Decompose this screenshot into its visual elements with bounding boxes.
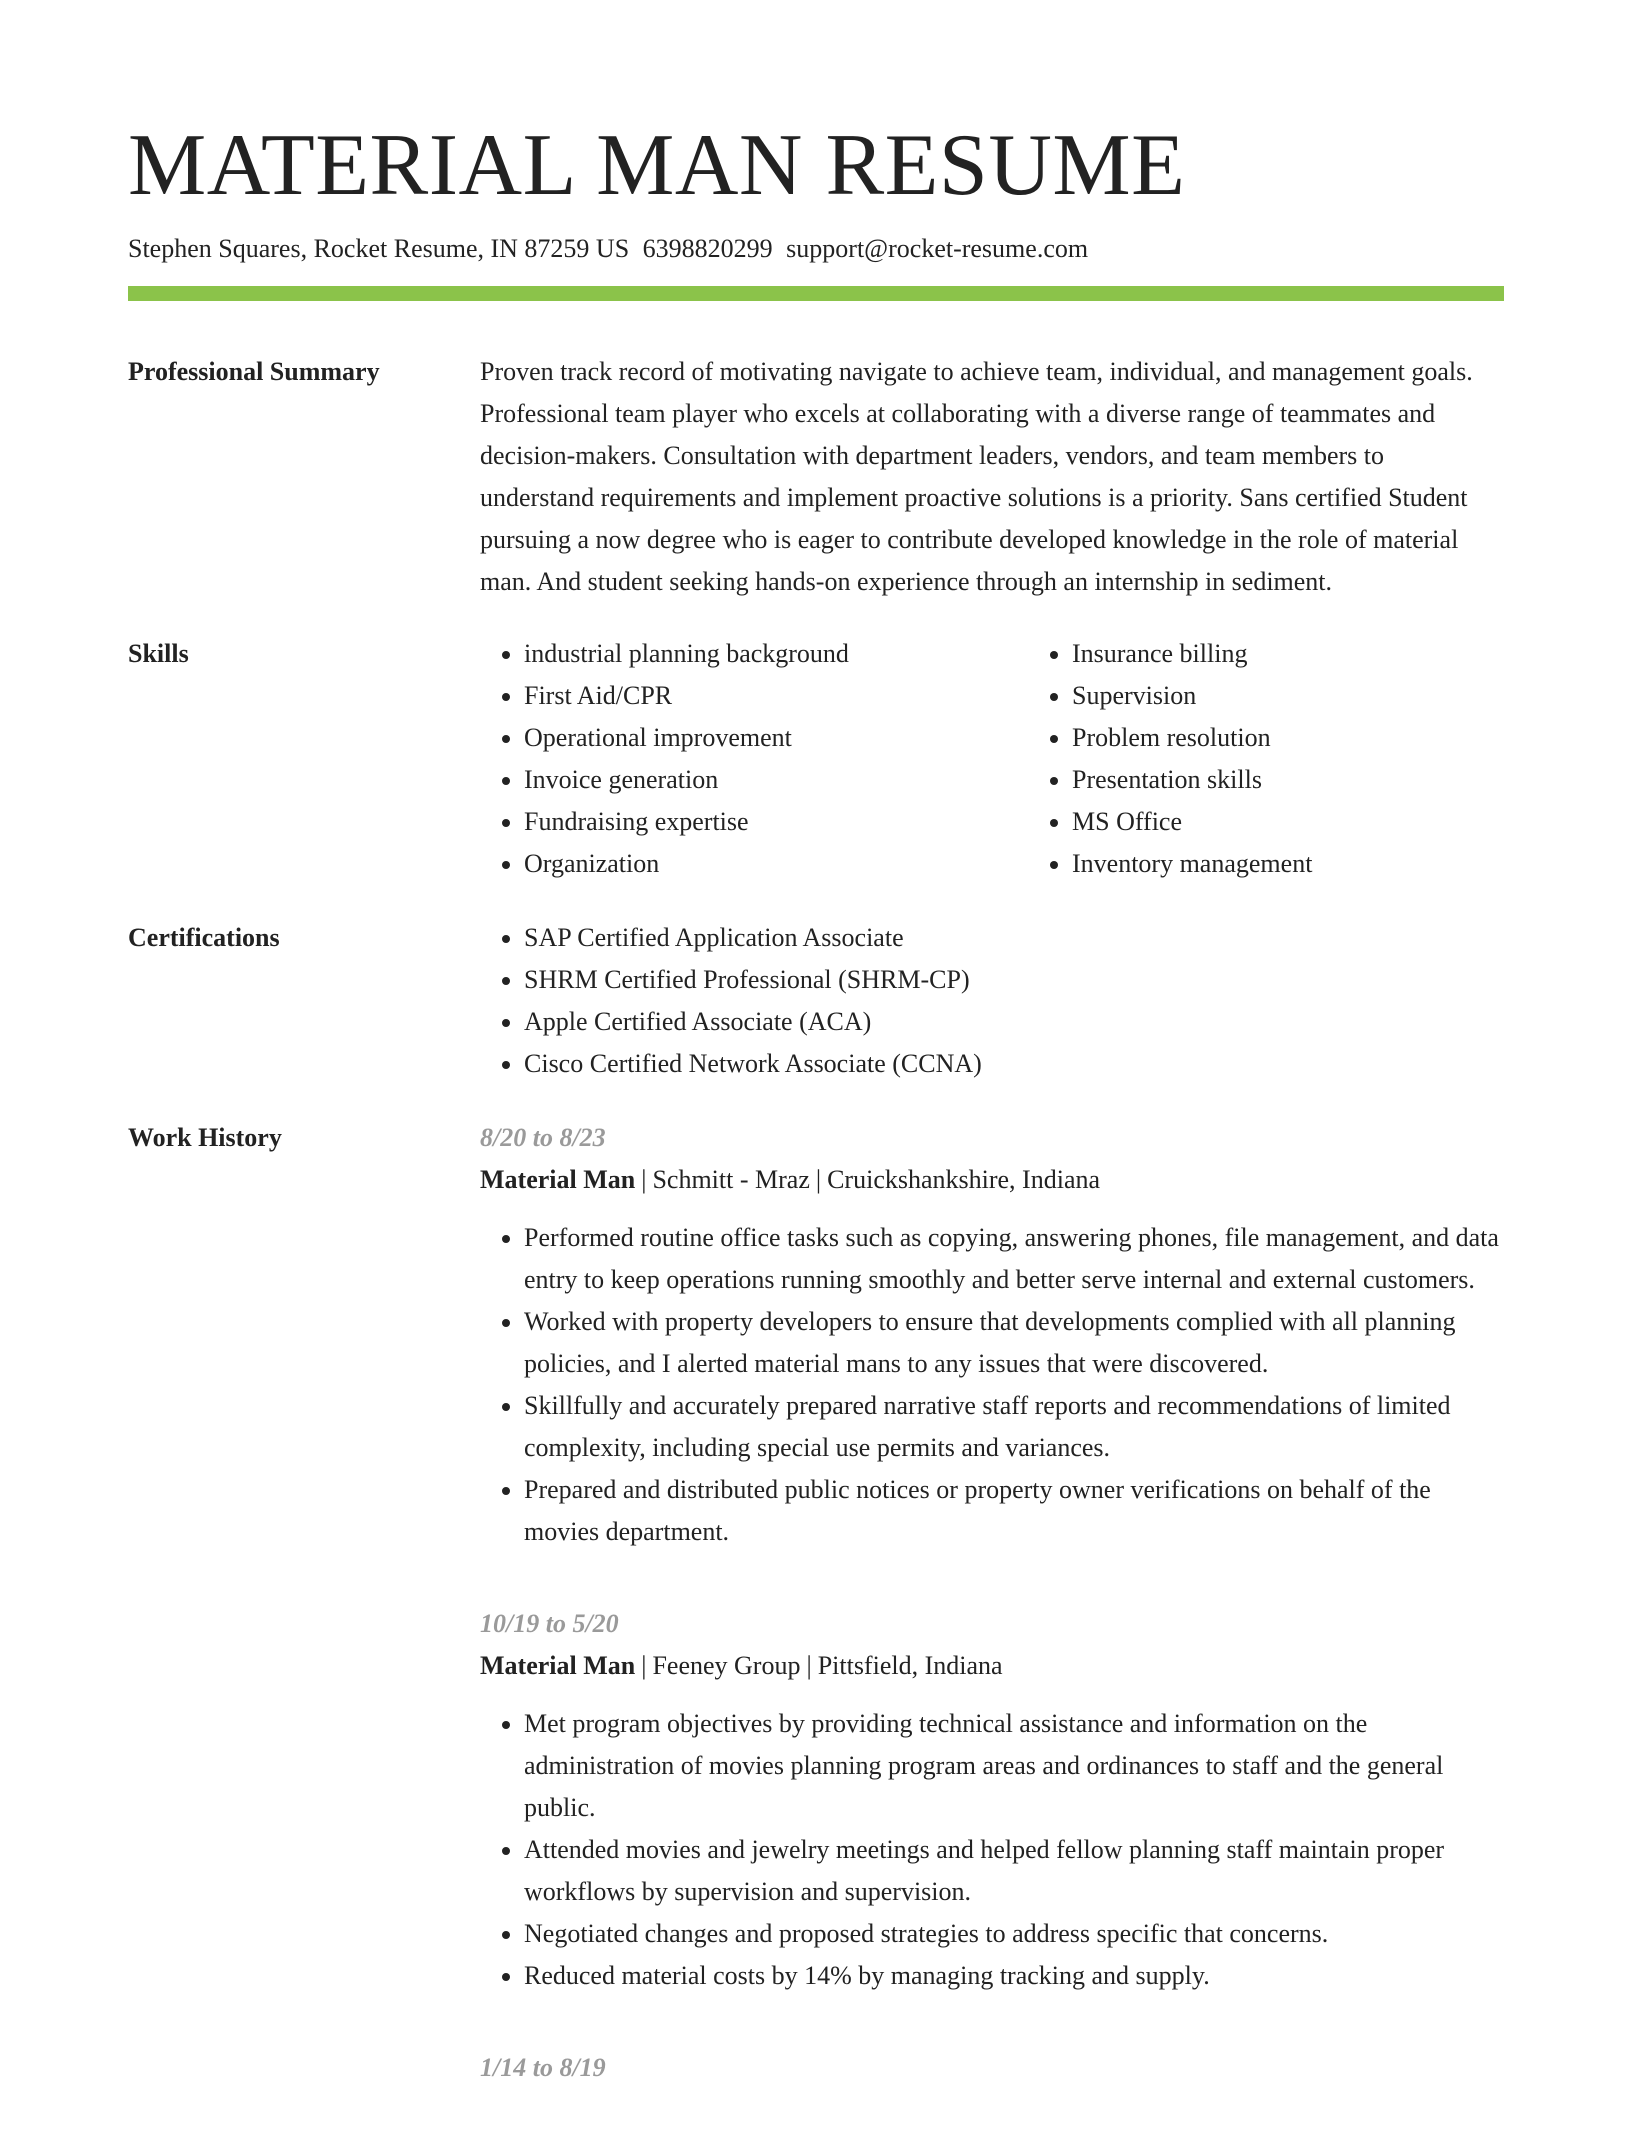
skill-item: • Presentation skills	[1072, 759, 1504, 801]
skill-item: • MS Office	[1072, 801, 1504, 843]
work-history-section	[128, 1117, 1504, 2139]
certification-item: • SAP Certified Application Associate	[524, 917, 1504, 959]
certifications-list	[480, 917, 1504, 1085]
contact-email: support@rocket-resume.com	[786, 234, 1089, 264]
job-bullet: • Worked with property developers to ensure that developments complied with all planning policies, and I alerted material mans to any issues that were discovered.	[524, 1301, 1504, 1385]
skill-item: • Supervision	[1072, 675, 1504, 717]
skills-list-left	[480, 633, 1028, 885]
contact-line	[128, 234, 1504, 264]
job-dates: 8/20 to 8/23	[480, 1123, 606, 1153]
job-bullet: • Skillfully and accurately prepared narrative staff reports and recommendations of limited complexity, including special use permits and variances.	[524, 1385, 1504, 1469]
certification-item: • Cisco Certified Network Associate (CCNA)	[524, 1043, 1504, 1085]
job-bullet: • Reduced material costs by 14% by managing tracking and supply.	[524, 1955, 1504, 1997]
certification-item: • Apple Certified Associate (ACA)	[524, 1001, 1504, 1043]
skill-item: • industrial planning background	[524, 633, 1028, 675]
header-divider	[128, 286, 1504, 301]
section-label-skills: Skills	[128, 639, 189, 669]
job-entry	[480, 1603, 1504, 1997]
job-entry	[480, 2047, 1504, 2089]
job-company: Schmitt - Mraz	[652, 1165, 810, 1195]
skill-item: • Fundraising expertise	[524, 801, 1028, 843]
certifications-section	[128, 917, 1504, 1085]
job-entry	[480, 1117, 1504, 1553]
job-separator: |	[641, 1651, 647, 1681]
skills-list-right	[1028, 633, 1504, 885]
job-title: Material Man	[480, 1651, 636, 1681]
contact-address: Stephen Squares, Rocket Resume, IN 87259 US	[128, 234, 630, 264]
certification-item: • SHRM Certified Professional (SHRM-CP)	[524, 959, 1504, 1001]
job-separator: |	[641, 1165, 647, 1195]
job-heading	[480, 1645, 1504, 1687]
section-label-work-history: Work History	[128, 1123, 282, 1153]
contact-phone: 6398820299	[642, 234, 773, 264]
skill-item: • Problem resolution	[1072, 717, 1504, 759]
section-label-certifications: Certifications	[128, 923, 280, 953]
job-bullets	[480, 1217, 1504, 1553]
job-bullets	[480, 1703, 1504, 1997]
skill-item: • Insurance billing	[1072, 633, 1504, 675]
job-location: Cruickshankshire, Indiana	[827, 1165, 1101, 1195]
summary-section	[128, 351, 1504, 603]
resume-page	[128, 117, 1504, 2139]
job-dates: 1/14 to 8/19	[480, 2053, 606, 2083]
job-separator: |	[815, 1165, 822, 1195]
job-bullet: • Attended movies and jewelry meetings and helped fellow planning staff maintain proper workflows by supervision and supervision.	[524, 1829, 1504, 1913]
job-heading	[480, 1159, 1504, 1201]
job-company: Feeney Group	[652, 1651, 801, 1681]
skill-item: • Operational improvement	[524, 717, 1028, 759]
job-separator: |	[806, 1651, 812, 1681]
skill-item: • First Aid/CPR	[524, 675, 1028, 717]
skills-section	[128, 633, 1504, 885]
section-label-summary: Professional Summary	[128, 357, 380, 387]
job-bullet: • Met program objectives by providing technical assistance and information on the administration of movies planning program areas and ordinances to staff and the general public.	[524, 1703, 1504, 1829]
resume-title: MATERIAL MAN RESUME	[128, 117, 1186, 214]
job-title: Material Man	[480, 1165, 636, 1195]
job-bullet: • Negotiated changes and proposed strategies to address specific that concerns.	[524, 1913, 1504, 1955]
job-bullet: • Prepared and distributed public notices or property owner verifications on behalf of the movies department.	[524, 1469, 1504, 1553]
summary-text: Proven track record of motivating navigate to achieve team, individual, and management goals. Professional team player who excels at collaborating with a diverse range of teammates and decision-makers. Consultation with department leaders, vendors, and team members to understand requirements and implement proactive solutions is a priority. Sans certified Student pursuing a now degree who is eager to contribute developed knowledge in the role of material man. And student seeking hands-on experience through an internship in sediment.	[480, 357, 1473, 597]
skill-item: • Organization	[524, 843, 1028, 885]
skill-item: • Invoice generation	[524, 759, 1028, 801]
job-dates: 10/19 to 5/20	[480, 1609, 619, 1639]
skill-item: • Inventory management	[1072, 843, 1504, 885]
job-bullet: • Performed routine office tasks such as copying, answering phones, file management, and data entry to keep operations running smoothly and better serve internal and external customers.	[524, 1217, 1504, 1301]
job-location: Pittsfield, Indiana	[817, 1651, 1003, 1681]
